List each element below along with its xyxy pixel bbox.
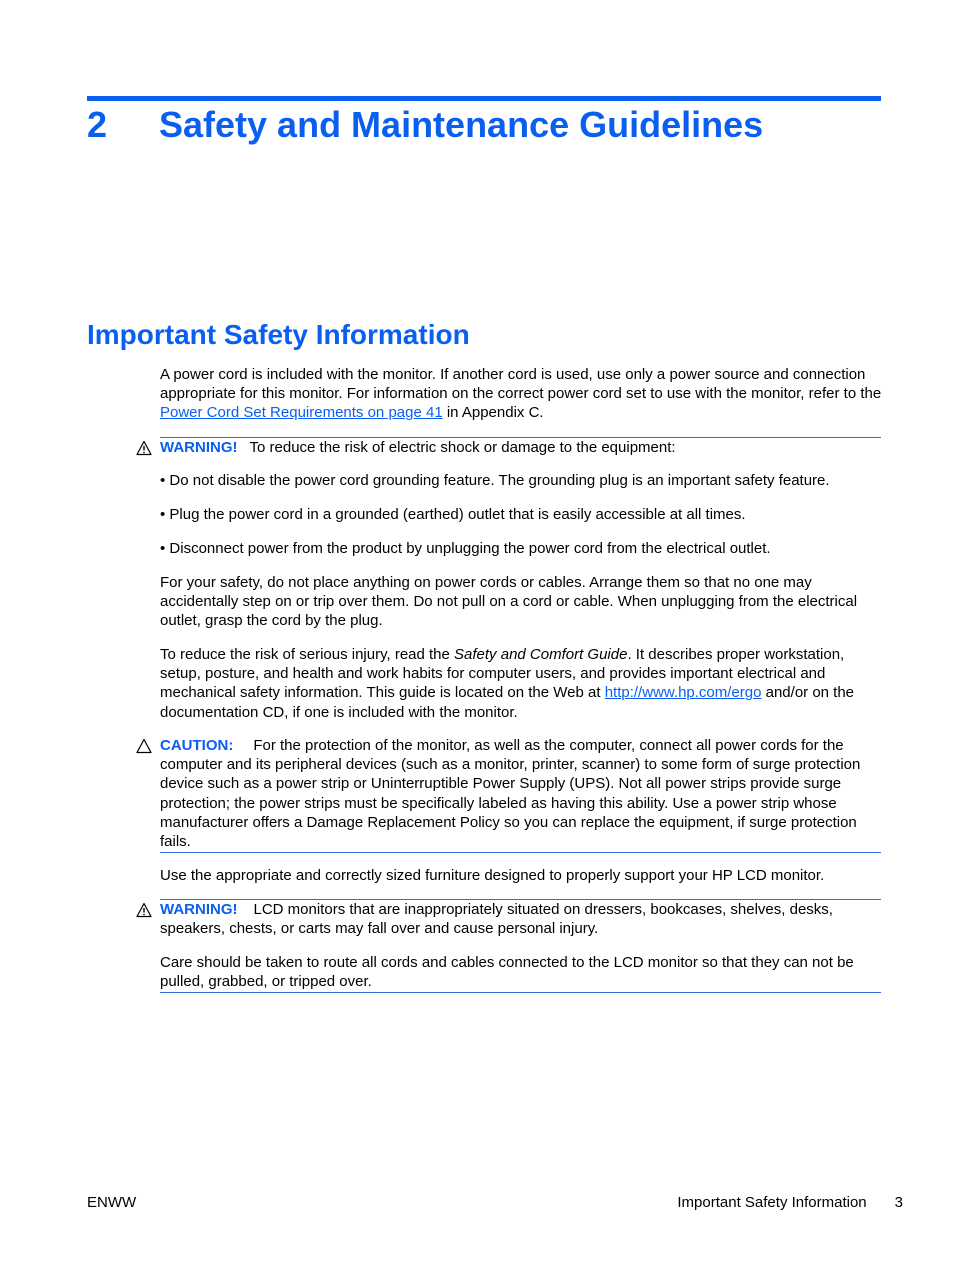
warning-1: WARNING! To reduce the risk of electric shock or damage to the equipment: bbox=[160, 439, 676, 456]
warning-bullet-2: • Plug the power cord in a grounded (earthed) outlet that is easily accessible at all times. bbox=[160, 506, 746, 523]
chapter-title-text: Safety and Maintenance Guidelines bbox=[159, 104, 764, 145]
caution-triangle-icon bbox=[136, 738, 152, 754]
footer-section-page bbox=[677, 1193, 903, 1212]
warning-label: WARNING! bbox=[160, 439, 238, 456]
warning-triangle-icon bbox=[136, 902, 152, 918]
footer-section: Important Safety Information bbox=[677, 1194, 867, 1211]
warning-triangle-icon bbox=[136, 440, 152, 456]
chapter-top-rule bbox=[87, 96, 881, 101]
caution-note: CAUTION: For the protection of the monitor, as well as the computer, connect all power cords for the computer and its peripheral devices (such as a monitor, printer, scanner) to some form of surge protection device such as a power strip or Uninterruptible Power Supply (UPS). Not all power strips provide surge protection; the power strips must be specifically labeled as having this ability. Use a power strip whose manufacturer offers a Damage Replacement Policy so you can replace the equipment, if surge protection fails. bbox=[160, 737, 861, 851]
cable-routing-paragraph: Care should be taken to route all cords and cables connected to the LCD monitor so that they can not be pulled, grabbed, or tripped over. bbox=[160, 954, 854, 991]
caution-label: CAUTION: bbox=[160, 737, 234, 754]
comfort-guide-paragraph: To reduce the risk of serious injury, read the Safety and Comfort Guide. It describes proper workstation, setup, posture, and health and work habits for computer users, and provides important electrical and mechanical safety information. This guide is located on the Web at http://www.hp.com/ergo and/or on the documentation CD, if one is included with the monitor. bbox=[160, 646, 855, 721]
warning-label: WARNING! bbox=[160, 901, 238, 918]
caution-bottom-rule bbox=[160, 852, 881, 853]
warning-2-bottom-rule bbox=[160, 992, 881, 993]
footer-doc-id: ENWW bbox=[87, 1194, 137, 1211]
cord-safety-paragraph: For your safety, do not place anything on power cords or cables. Arrange them so that no one may accidentally step on or trip over them. Do not pull on a cord or cable. When unplugging from the electrical outlet, grasp the cord by the plug. bbox=[160, 574, 858, 630]
hp-ergo-link[interactable]: http://www.hp.com/ergo bbox=[604, 684, 762, 702]
chapter-title bbox=[87, 104, 763, 146]
warning-bullet-1: • Do not disable the power cord grounding feature. The grounding plug is an important safety feature. bbox=[160, 472, 830, 489]
power-cord-requirements-link[interactable]: Power Cord Set Requirements on page 41 bbox=[160, 404, 443, 422]
section-heading: Important Safety Information bbox=[87, 319, 470, 350]
guide-title: Safety and Comfort Guide bbox=[454, 646, 628, 663]
intro-paragraph: A power cord is included with the monitor. If another cord is used, use only a power source and connection appropriate for this monitor. For information on the correct power cord set to use with the monitor, refer to the Power Cord Set Requirements on page 41 in Appendix C. bbox=[160, 366, 882, 422]
warning-bullet-3: • Disconnect power from the product by unplugging the power cord from the electrical outlet. bbox=[160, 540, 771, 557]
furniture-paragraph: Use the appropriate and correctly sized furniture designed to properly support your HP LCD monitor. bbox=[160, 867, 825, 884]
warning-2: WARNING! LCD monitors that are inappropriately situated on dressers, bookcases, shelves, desks, speakers, chests, or carts may fall over and cause personal injury. bbox=[160, 901, 833, 938]
chapter-number: 2 bbox=[87, 104, 108, 145]
page-number: 3 bbox=[894, 1194, 903, 1211]
